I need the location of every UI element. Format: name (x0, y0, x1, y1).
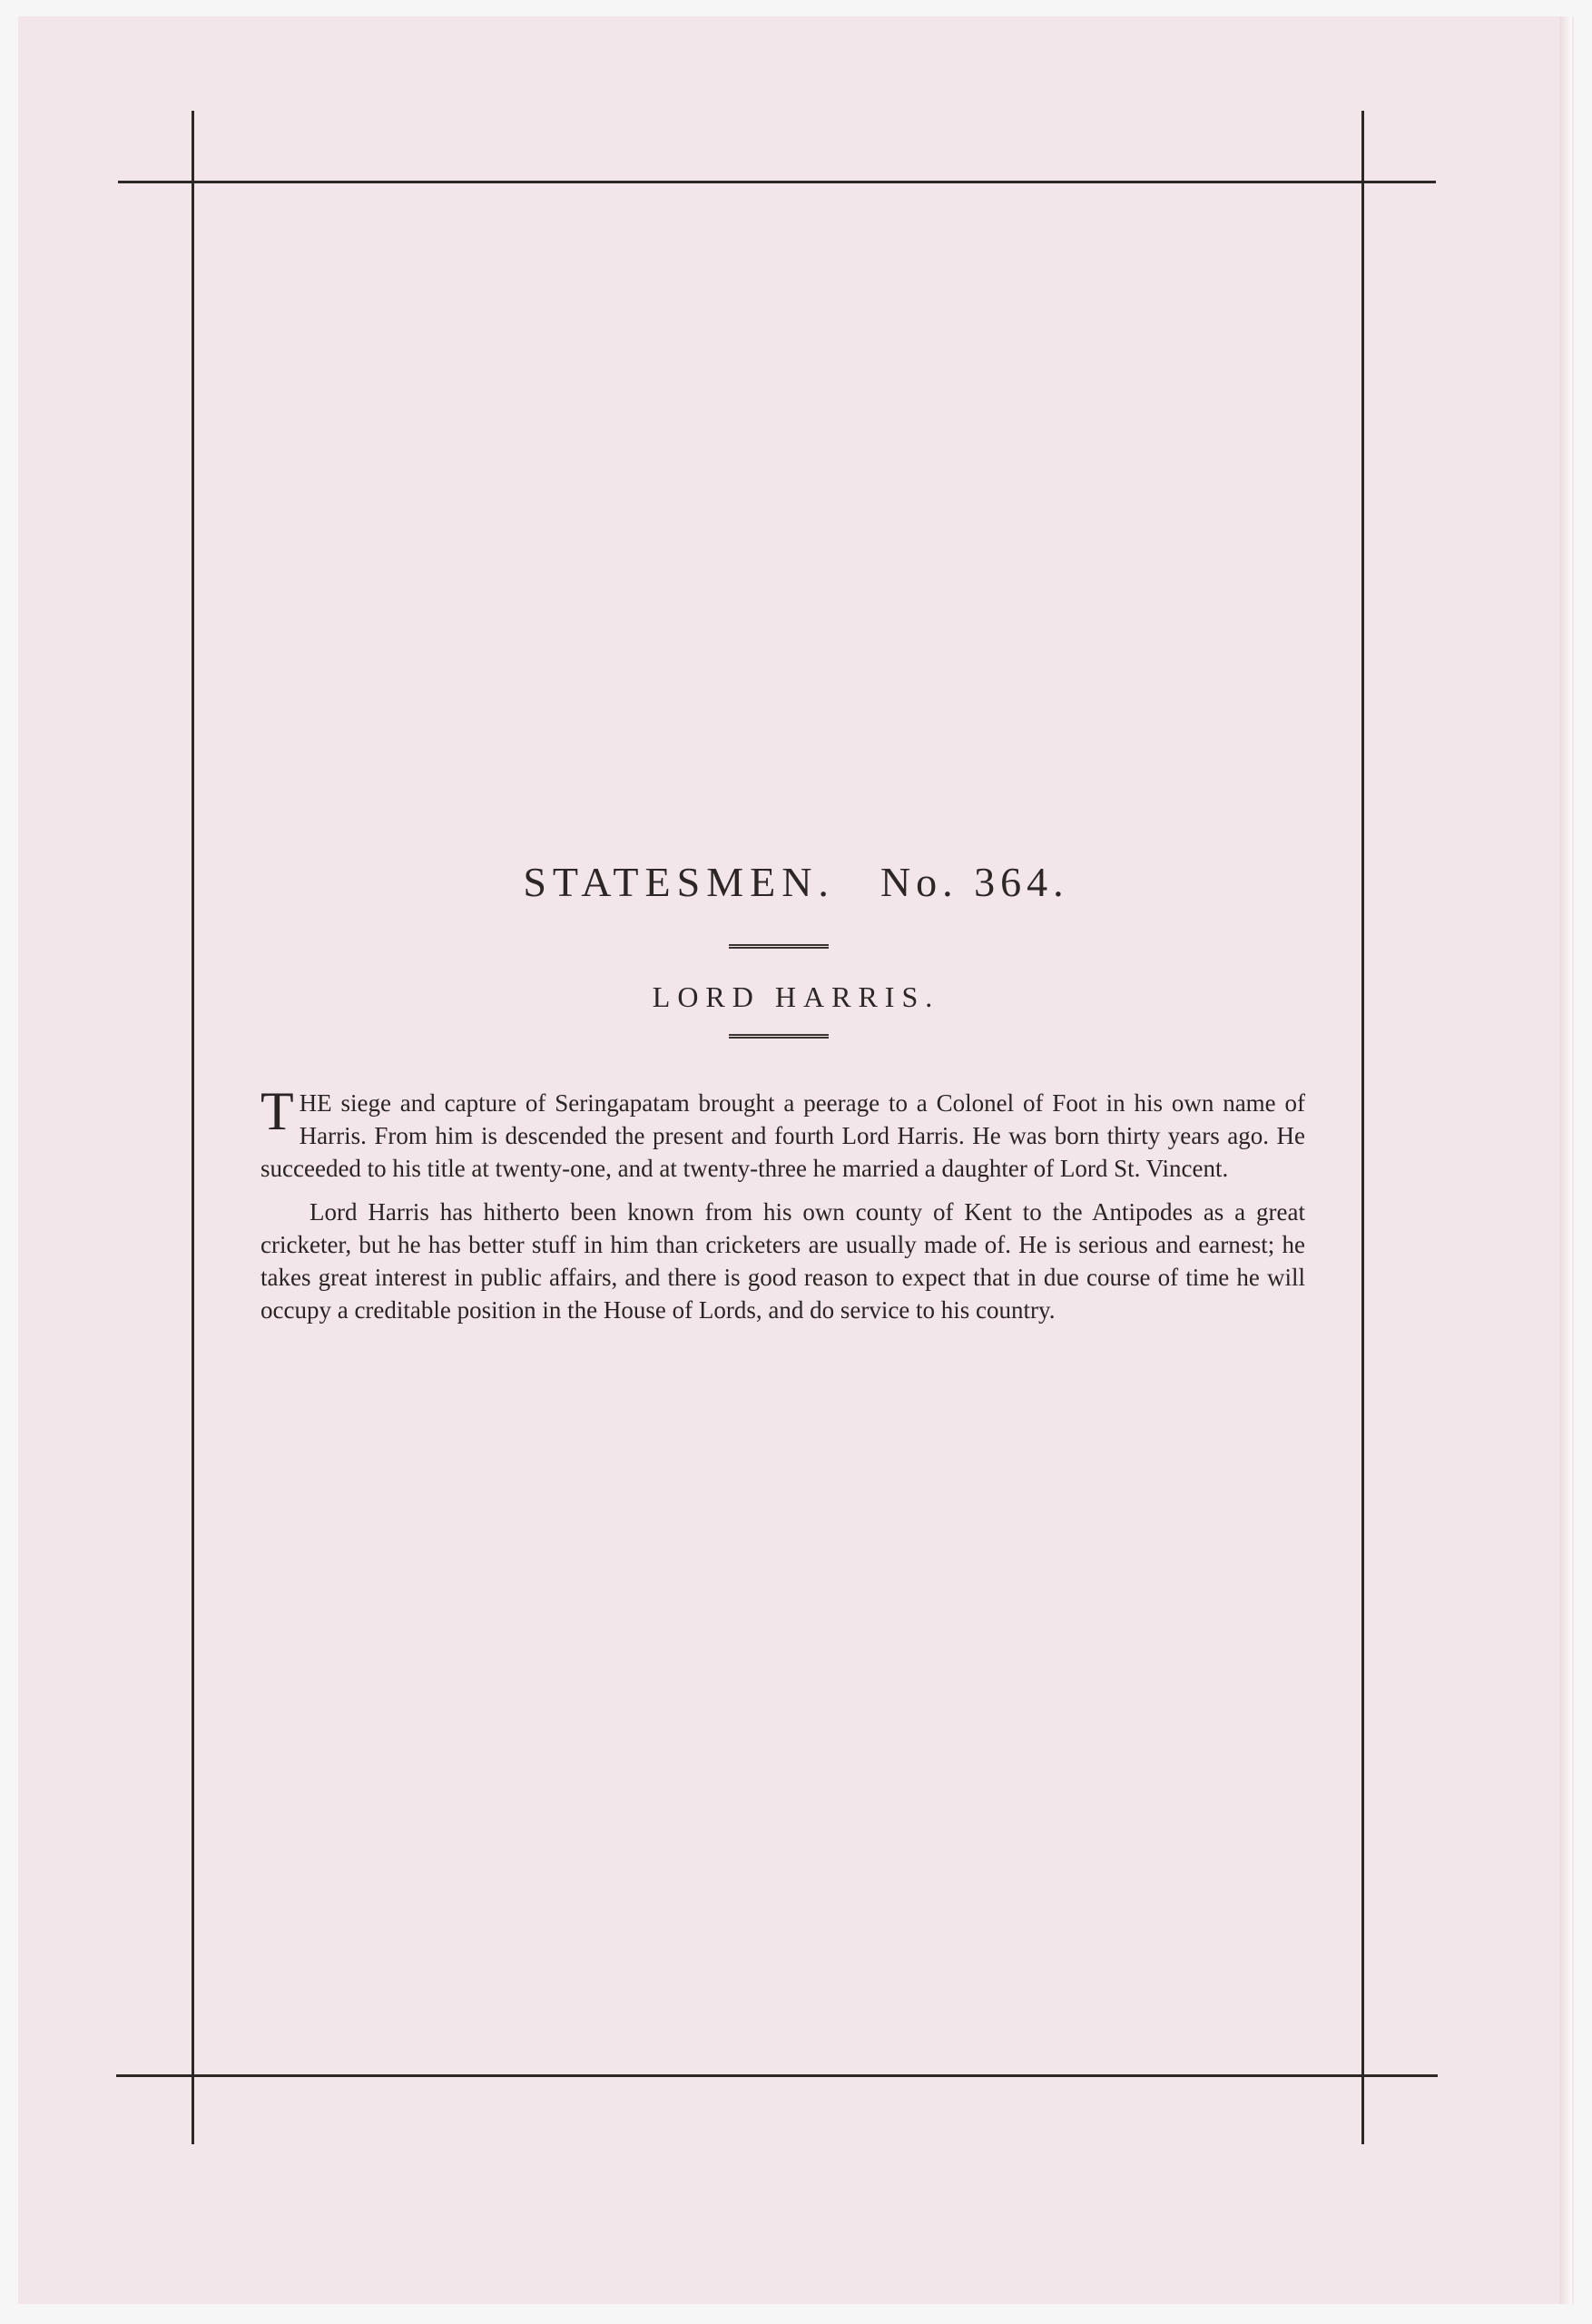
article-body (260, 1081, 1305, 1337)
frame-bottom-rule (116, 2074, 1438, 2077)
drop-cap: T (260, 1081, 294, 1141)
series-number: No. 364. (880, 859, 1069, 905)
article-paragraph-1 (260, 1081, 1305, 1185)
frame-left-rule (192, 111, 194, 2144)
page-edge (1559, 16, 1572, 2304)
frame-top-rule (118, 181, 1436, 183)
frame-right-rule (1361, 111, 1364, 2144)
heading-divider-top (729, 944, 829, 949)
article-paragraph-2: Lord Harris has hitherto been known from his own county of Kent to the Antipodes as a great cricketer, but he has better stuff in him than cricketers are usually made of. He is serious and earnest; he takes great interest in public affairs, and there is good reason to expect that in due course of time he will occupy a creditable position in the House of Lords, and do service to his country. (260, 1198, 1305, 1324)
heading-divider-bottom (729, 1034, 829, 1039)
page-heading (0, 858, 1592, 906)
series-title: STATESMEN. (523, 859, 835, 905)
subject-title: LORD HARRIS. (652, 980, 940, 1013)
paragraph-1-text: HE siege and capture of Seringapatam brought a peerage to a Colonel of Foot in his own name of Harris. From him is descended the present and fourth Lord Harris. He was born thirty years ago. He succeeded to his title at twenty-one, and at twenty-three he married a daughter of Lord St. Vincent. (260, 1089, 1305, 1182)
